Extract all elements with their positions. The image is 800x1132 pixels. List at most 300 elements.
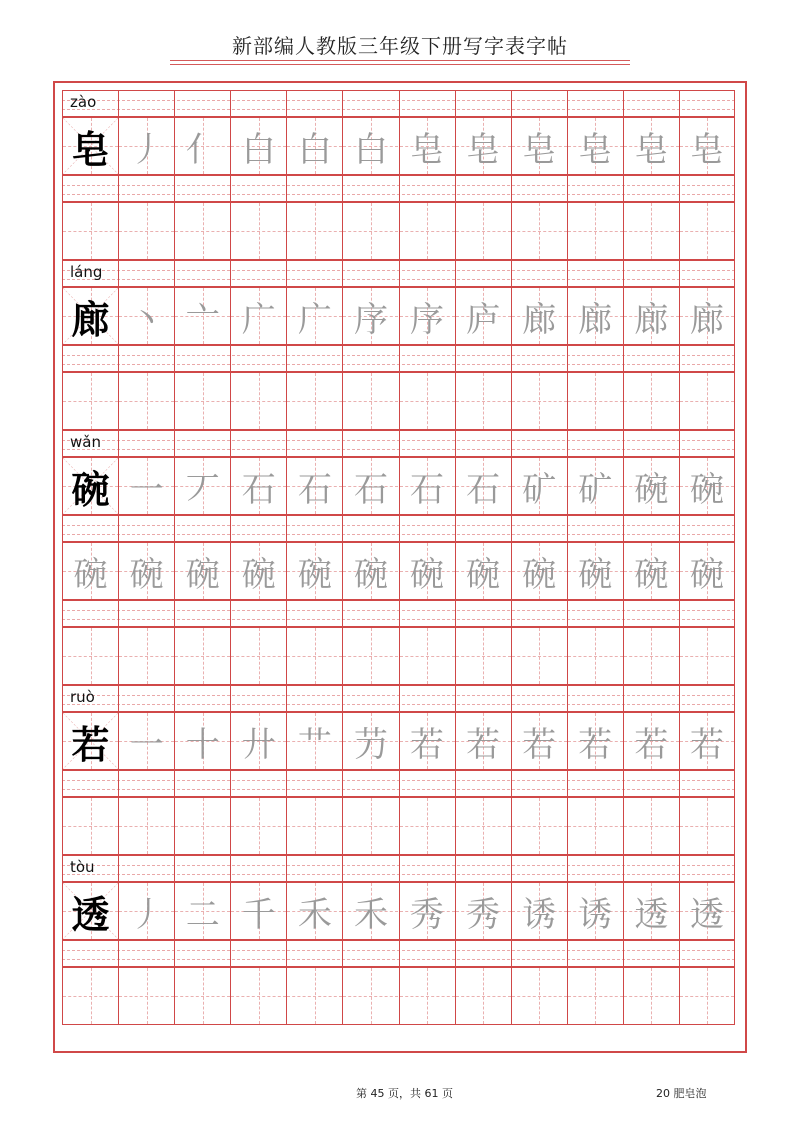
cell-divider	[399, 941, 400, 966]
stroke-step-character: 皂	[578, 129, 613, 170]
tracing-cell	[230, 118, 286, 174]
guide-line	[707, 798, 708, 854]
guide-line	[147, 628, 148, 684]
tracing-cell	[230, 373, 286, 429]
cell-divider	[567, 516, 568, 541]
tracing-cell	[174, 883, 230, 939]
pinyin-label: láng	[70, 263, 103, 281]
cell-divider	[679, 686, 680, 711]
stroke-step-character: 皂	[522, 129, 557, 170]
cell-divider	[230, 771, 231, 796]
cell-divider	[399, 856, 400, 881]
pinyin-row	[62, 855, 735, 882]
cell-divider	[455, 686, 456, 711]
tracing-cell	[399, 713, 455, 769]
stroke-step-character: 广	[241, 299, 276, 340]
pinyin-row	[62, 685, 735, 712]
stroke-step-character: 碗	[129, 554, 164, 595]
cell-divider	[511, 601, 512, 626]
cell-divider	[62, 601, 63, 626]
guide-line	[483, 798, 484, 854]
tracing-cell	[455, 798, 511, 854]
tracing-cell	[286, 118, 342, 174]
guide-line	[651, 798, 652, 854]
cell-divider	[511, 346, 512, 371]
cell-divider	[230, 431, 231, 456]
guide-line	[91, 968, 92, 1024]
tracing-cell	[118, 118, 174, 174]
cell-divider	[118, 431, 119, 456]
practice-row	[62, 712, 735, 770]
stroke-step-character: 若	[578, 724, 613, 765]
tracing-cell	[399, 883, 455, 939]
tracing-cell	[118, 968, 174, 1024]
cell-divider	[286, 601, 287, 626]
stroke-step-character: 廾	[241, 724, 276, 765]
cell-divider	[679, 346, 680, 371]
cell-divider	[174, 431, 175, 456]
stroke-step-character: 皂	[410, 129, 445, 170]
cell-divider	[623, 176, 624, 201]
tracing-cell	[62, 798, 118, 854]
tracing-cell	[174, 713, 230, 769]
tracing-cell	[342, 543, 398, 599]
cell-divider	[286, 176, 287, 201]
tracing-cell	[455, 203, 511, 259]
guide-line	[595, 373, 596, 429]
guide-line	[371, 628, 372, 684]
tracing-cell	[118, 288, 174, 344]
tracing-cell	[342, 713, 398, 769]
tracing-cell	[230, 713, 286, 769]
cell-divider	[623, 941, 624, 966]
tracing-cell	[623, 968, 679, 1024]
tracing-cell	[286, 883, 342, 939]
tracing-cell	[399, 373, 455, 429]
guide-line	[259, 968, 260, 1024]
stroke-step-character: 若	[522, 724, 557, 765]
guide-line	[203, 373, 204, 429]
cell-divider	[679, 601, 680, 626]
guide-line	[539, 798, 540, 854]
cell-divider	[567, 346, 568, 371]
stroke-step-character: 碗	[241, 554, 276, 595]
tracing-cell	[174, 373, 230, 429]
tracing-cell	[286, 798, 342, 854]
tracing-cell	[230, 798, 286, 854]
stroke-step-character: 广	[297, 299, 332, 340]
tracing-cell	[342, 288, 398, 344]
cell-divider	[342, 91, 343, 116]
page-title: 新部编人教版三年级下册写字表字帖	[232, 34, 568, 58]
tracing-cell	[455, 288, 511, 344]
cell-divider	[342, 346, 343, 371]
cell-divider	[455, 91, 456, 116]
tracing-cell	[455, 968, 511, 1024]
page-number: 第 45 页，共 61 页	[356, 1087, 453, 1100]
cell-divider	[62, 771, 63, 796]
guide-line	[707, 373, 708, 429]
tracing-cell	[62, 203, 118, 259]
stroke-step-character: 序	[353, 299, 388, 340]
model-character: 碗	[71, 466, 110, 512]
stroke-step-character: 十	[185, 724, 220, 765]
guide-line	[203, 968, 204, 1024]
tracing-cell	[118, 203, 174, 259]
tracing-cell	[399, 628, 455, 684]
pinyin-label: zào	[70, 93, 97, 111]
tracing-cell	[567, 968, 623, 1024]
cell-divider	[118, 176, 119, 201]
tracing-cell	[118, 713, 174, 769]
guide-line	[595, 628, 596, 684]
tracing-cell	[567, 628, 623, 684]
stroke-step-character: 矿	[578, 469, 613, 510]
tracing-cell	[230, 543, 286, 599]
tracing-cell	[342, 883, 398, 939]
tracing-cell	[342, 458, 398, 514]
tracing-cell	[174, 458, 230, 514]
tracing-cell	[511, 713, 567, 769]
cell-divider	[62, 431, 63, 456]
cell-divider	[62, 346, 63, 371]
cell-divider	[230, 686, 231, 711]
guide-line	[147, 968, 148, 1024]
model-character-cell	[62, 118, 118, 174]
cell-divider	[399, 771, 400, 796]
stroke-step-character: 碗	[634, 469, 669, 510]
stroke-step-character: 亻	[185, 129, 220, 170]
tracing-cell	[342, 628, 398, 684]
lesson-title: 20 肥皂泡	[656, 1087, 707, 1100]
tracing-cell	[399, 288, 455, 344]
cell-divider	[342, 856, 343, 881]
tracing-cell	[230, 288, 286, 344]
stroke-step-character: 石	[353, 469, 388, 510]
cell-divider	[62, 261, 63, 286]
cell-divider	[567, 686, 568, 711]
cell-divider	[118, 856, 119, 881]
cell-divider	[342, 686, 343, 711]
guide-line	[147, 373, 148, 429]
tracing-cell	[286, 713, 342, 769]
guide-line	[539, 203, 540, 259]
cell-divider	[230, 261, 231, 286]
cell-divider	[623, 346, 624, 371]
title-divider	[170, 64, 630, 65]
tracing-cell	[174, 118, 230, 174]
cell-divider	[511, 176, 512, 201]
tracing-cell	[118, 458, 174, 514]
tracing-cell	[511, 288, 567, 344]
stroke-step-character: 若	[466, 724, 501, 765]
stroke-step-character: 禾	[297, 894, 332, 935]
tracing-cell	[118, 798, 174, 854]
stroke-step-character: 石	[410, 469, 445, 510]
cell-divider	[174, 346, 175, 371]
tracing-cell	[62, 373, 118, 429]
guide-line	[259, 798, 260, 854]
guide-line	[259, 203, 260, 259]
cell-divider	[679, 516, 680, 541]
cell-divider	[455, 941, 456, 966]
tracing-cell	[511, 203, 567, 259]
guide-line	[315, 968, 316, 1024]
tracing-cell	[286, 373, 342, 429]
tracing-cell	[286, 288, 342, 344]
cell-divider	[399, 346, 400, 371]
tracing-cell	[511, 628, 567, 684]
tracing-cell	[679, 373, 735, 429]
cell-divider	[342, 516, 343, 541]
tracing-cell	[174, 968, 230, 1024]
tracing-cell	[567, 713, 623, 769]
tracing-cell	[342, 798, 398, 854]
cell-divider	[230, 346, 231, 371]
stroke-step-character: 千	[241, 894, 276, 935]
guide-line	[427, 798, 428, 854]
model-character: 若	[71, 721, 110, 767]
tracing-cell	[623, 883, 679, 939]
cell-divider	[174, 941, 175, 966]
cell-divider	[230, 516, 231, 541]
guide-line	[203, 203, 204, 259]
cell-divider	[734, 346, 735, 371]
cell-divider	[118, 771, 119, 796]
stroke-step-character: 序	[410, 299, 445, 340]
tracing-cell	[623, 628, 679, 684]
guide-line	[595, 968, 596, 1024]
cell-divider	[286, 856, 287, 881]
cell-divider	[734, 686, 735, 711]
stroke-step-character: 秀	[410, 894, 445, 935]
model-character-cell	[62, 288, 118, 344]
stroke-step-character: 石	[297, 469, 332, 510]
practice-row	[62, 627, 735, 685]
tracing-cell	[679, 458, 735, 514]
guide-line	[707, 968, 708, 1024]
cell-divider	[623, 686, 624, 711]
cell-divider	[734, 856, 735, 881]
stroke-step-character: 透	[689, 894, 724, 935]
guide-line	[539, 373, 540, 429]
guide-line	[203, 628, 204, 684]
cell-divider	[118, 91, 119, 116]
tracing-cell	[623, 118, 679, 174]
tracing-cell	[118, 543, 174, 599]
guide-line	[707, 628, 708, 684]
cell-divider	[174, 261, 175, 286]
guide-line	[371, 968, 372, 1024]
cell-divider	[511, 856, 512, 881]
guide-line	[595, 203, 596, 259]
tracing-cell	[679, 968, 735, 1024]
cell-divider	[679, 261, 680, 286]
pinyin-row	[62, 430, 735, 457]
stroke-step-character: 碗	[689, 469, 724, 510]
cell-divider	[174, 771, 175, 796]
stroke-step-character: 丿	[129, 894, 164, 935]
guide-line	[483, 628, 484, 684]
guide-line	[315, 798, 316, 854]
practice-row	[62, 457, 735, 515]
cell-divider	[511, 941, 512, 966]
cell-divider	[174, 601, 175, 626]
cell-divider	[511, 261, 512, 286]
pinyin-row	[62, 260, 735, 287]
stroke-step-character: 碗	[185, 554, 220, 595]
tracing-cell	[511, 883, 567, 939]
tracing-cell	[567, 458, 623, 514]
pinyin-label: ruò	[70, 688, 95, 706]
tracing-cell	[174, 288, 230, 344]
stroke-step-character: 皂	[466, 129, 501, 170]
cell-divider	[62, 856, 63, 881]
tracing-cell	[511, 373, 567, 429]
cell-divider	[567, 261, 568, 286]
guide-line	[315, 203, 316, 259]
stroke-step-character: 皂	[689, 129, 724, 170]
cell-divider	[734, 91, 735, 116]
guide-line	[147, 203, 148, 259]
tracing-cell	[511, 968, 567, 1024]
cell-divider	[342, 176, 343, 201]
guide-line	[427, 373, 428, 429]
tracing-cell	[62, 628, 118, 684]
cell-divider	[118, 601, 119, 626]
stroke-step-character: 若	[634, 724, 669, 765]
cell-divider	[455, 601, 456, 626]
cell-divider	[399, 431, 400, 456]
tracing-cell	[455, 883, 511, 939]
cell-divider	[511, 431, 512, 456]
cell-divider	[455, 431, 456, 456]
guide-line	[651, 628, 652, 684]
cell-divider	[567, 431, 568, 456]
cell-divider	[623, 516, 624, 541]
stroke-step-character: 廊	[689, 299, 724, 340]
spacer-row	[62, 600, 735, 627]
guide-line	[371, 373, 372, 429]
practice-sheet	[62, 90, 735, 1045]
stroke-step-character: 碗	[353, 554, 388, 595]
tracing-cell	[455, 713, 511, 769]
cell-divider	[174, 176, 175, 201]
tracing-cell	[623, 288, 679, 344]
guide-line	[427, 628, 428, 684]
tracing-cell	[399, 458, 455, 514]
stroke-step-character: 石	[466, 469, 501, 510]
practice-row	[62, 542, 735, 600]
spacer-row	[62, 940, 735, 967]
tracing-cell	[230, 628, 286, 684]
guide-line	[427, 203, 428, 259]
cell-divider	[734, 941, 735, 966]
cell-divider	[230, 941, 231, 966]
tracing-cell	[399, 118, 455, 174]
model-character-cell	[62, 713, 118, 769]
cell-divider	[62, 176, 63, 201]
cell-divider	[679, 856, 680, 881]
stroke-step-character: 白	[353, 129, 388, 170]
tracing-cell	[230, 883, 286, 939]
cell-divider	[679, 771, 680, 796]
cell-divider	[286, 941, 287, 966]
guide-line	[147, 798, 148, 854]
cell-divider	[286, 261, 287, 286]
cell-divider	[62, 686, 63, 711]
cell-divider	[399, 516, 400, 541]
cell-divider	[679, 941, 680, 966]
stroke-step-character: 透	[634, 894, 669, 935]
cell-divider	[174, 516, 175, 541]
guide-line	[427, 968, 428, 1024]
cell-divider	[62, 516, 63, 541]
guide-line	[91, 373, 92, 429]
cell-divider	[455, 346, 456, 371]
cell-divider	[623, 601, 624, 626]
stroke-step-character: 一	[129, 724, 164, 765]
stroke-step-character: 白	[297, 129, 332, 170]
stroke-step-character: 碗	[466, 554, 501, 595]
stroke-step-character: 碗	[73, 554, 108, 595]
cell-divider	[623, 261, 624, 286]
tracing-cell	[174, 543, 230, 599]
tracing-cell	[679, 713, 735, 769]
tracing-cell	[286, 968, 342, 1024]
tracing-cell	[230, 968, 286, 1024]
cell-divider	[118, 346, 119, 371]
stroke-step-character: 廊	[522, 299, 557, 340]
tracing-cell	[118, 883, 174, 939]
tracing-cell	[455, 458, 511, 514]
stroke-step-character: 丿	[129, 129, 164, 170]
cell-divider	[286, 346, 287, 371]
tracing-cell	[174, 798, 230, 854]
practice-row	[62, 117, 735, 175]
cell-divider	[511, 91, 512, 116]
spacer-row	[62, 345, 735, 372]
cell-divider	[399, 601, 400, 626]
tracing-cell	[286, 543, 342, 599]
practice-row	[62, 967, 735, 1025]
tracing-cell	[623, 373, 679, 429]
pinyin-label: wǎn	[70, 433, 101, 451]
cell-divider	[734, 771, 735, 796]
tracing-cell	[286, 628, 342, 684]
cell-divider	[286, 516, 287, 541]
stroke-step-character: 碗	[522, 554, 557, 595]
guide-line	[371, 203, 372, 259]
cell-divider	[118, 686, 119, 711]
cell-divider	[174, 856, 175, 881]
cell-divider	[174, 91, 175, 116]
cell-divider	[286, 91, 287, 116]
tracing-cell	[118, 373, 174, 429]
tracing-cell	[174, 203, 230, 259]
tracing-cell	[679, 118, 735, 174]
cell-divider	[734, 176, 735, 201]
stroke-step-character: 庐	[466, 299, 501, 340]
tracing-cell	[399, 543, 455, 599]
tracing-cell	[230, 458, 286, 514]
cell-divider	[455, 261, 456, 286]
practice-row	[62, 797, 735, 855]
cell-divider	[679, 176, 680, 201]
guide-line	[91, 203, 92, 259]
guide-line	[315, 628, 316, 684]
model-character: 透	[71, 891, 110, 937]
